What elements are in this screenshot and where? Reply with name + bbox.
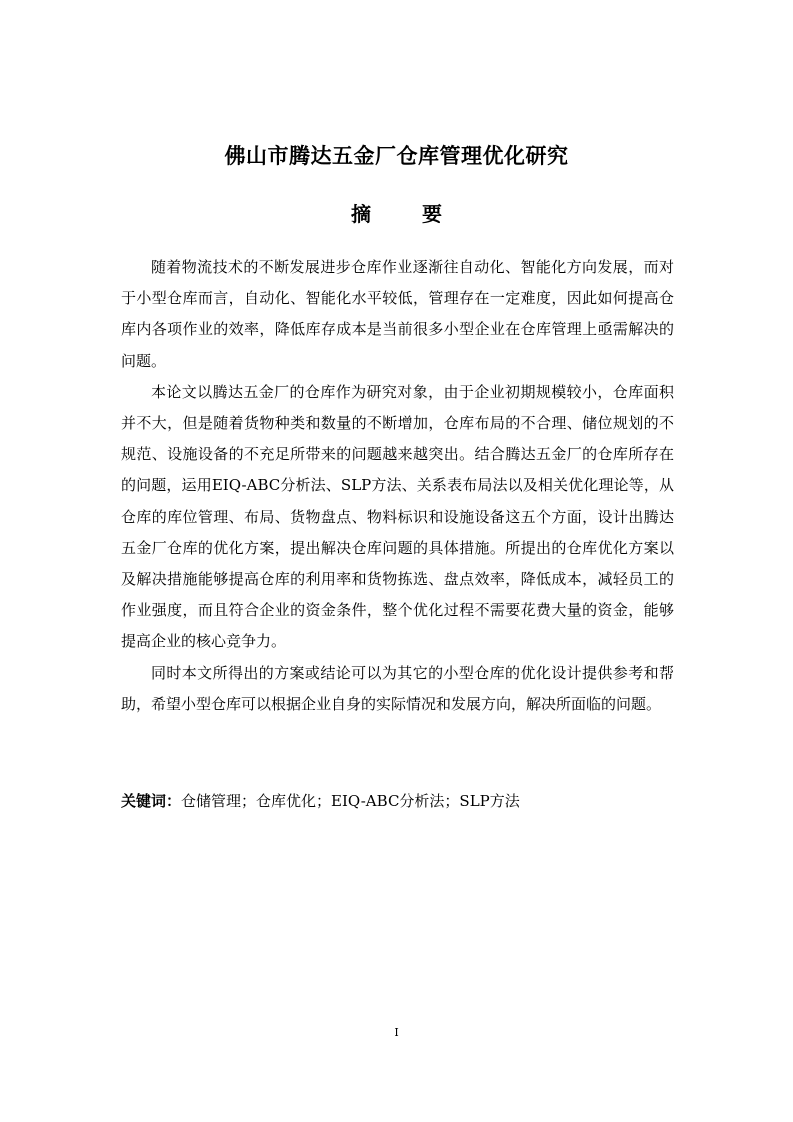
keywords-text: 仓储管理；仓库优化；EIQ-ABC分析法；SLP方法 [181, 792, 520, 810]
keywords-label: 关键词： [121, 792, 182, 810]
abstract-heading: 摘 要 [351, 202, 464, 226]
page-number: I [394, 1026, 399, 1039]
abstract-paragraph: 同时本文所得出的方案或结论可以为其它的小型仓库的优化设计提供参考和帮助，希望小型仓库可以根据企业自身的实际情况和发展方向，解决所面临的问题。 [121, 663, 674, 713]
keywords-line [121, 786, 674, 817]
abstract-paragraph: 随着物流技术的不断发展进步仓库作业逐渐往自动化、智能化方向发展，而对于小型仓库而言，自动化、智能化水平较低，管理存在一定难度，因此如何提高仓库内各项作业的效率，降低库存成本是当前很多小型企业在仓库管理上亟需解决的问题。 [121, 258, 674, 370]
document-title: 佛山市腾达五金厂仓库管理优化研究 [224, 144, 569, 168]
abstract-paragraph: 本论文以腾达五金厂的仓库作为研究对象，由于企业初期规模较小，仓库面积并不大，但是随着货物种类和数量的不断增加，仓库布局的不合理、储位规划的不规范、设施设备的不充足所带来的问题越来越突出。结合腾达五金厂的仓库所存在的问题，运用EIQ-ABC分析法、SLP方法、关系表布局法以及相关优化理论等，从仓库的库位管理、布局、货物盘点、物料标识和设施设备这五个方面，设计出腾达五金厂仓库的优化方案，提出解决仓库问题的具体措施。所提出的仓库优化方案以及解决措施能够提高仓库的利用率和货物拣选、盘点效率，降低成本，减轻员工的作业强度，而且符合企业的资金条件，整个优化过程不需要花费大量的资金，能够提高企业的核心竞争力。 [121, 382, 674, 651]
abstract-body [121, 252, 674, 720]
